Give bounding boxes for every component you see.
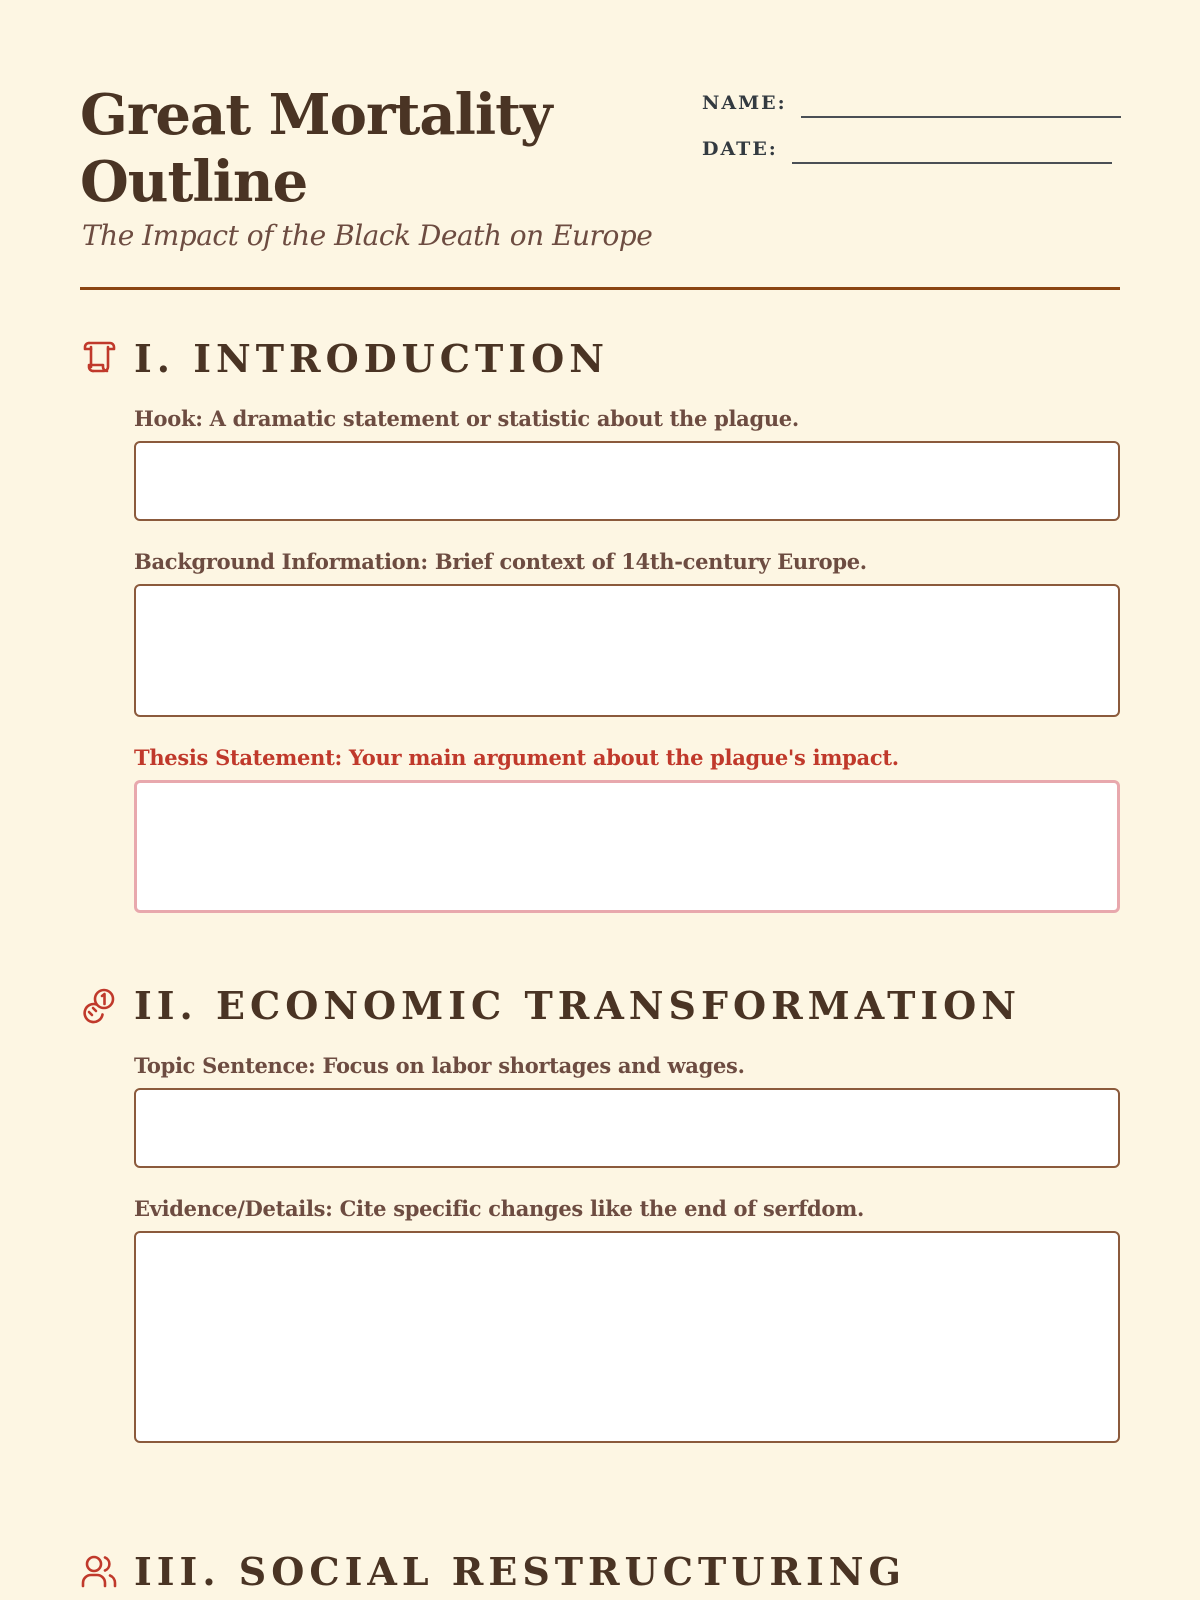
topic-sentence-field-group bbox=[134, 1053, 1120, 1168]
section-introduction bbox=[80, 333, 1120, 913]
topic-sentence-label: Topic Sentence: Focus on labor shortages and wages. bbox=[134, 1053, 745, 1078]
date-label: DATE: bbox=[702, 138, 778, 160]
hook-field-group bbox=[134, 406, 1120, 521]
page-subtitle: The Impact of the Black Death on Europe bbox=[82, 219, 653, 252]
page-title: Great Mortality Outline bbox=[80, 82, 552, 215]
coins-icon bbox=[80, 986, 118, 1024]
thesis-input[interactable] bbox=[134, 780, 1120, 913]
section-economic-transformation bbox=[80, 980, 1120, 1443]
section-header bbox=[80, 333, 1120, 383]
topic-sentence-input[interactable] bbox=[134, 1088, 1120, 1168]
thesis-field-group bbox=[134, 745, 1120, 913]
date-row bbox=[702, 130, 1122, 164]
section-title: I. INTRODUCTION bbox=[134, 335, 609, 381]
scroll-icon bbox=[80, 339, 118, 377]
thesis-label: Thesis Statement: Your main argument about the plague's impact. bbox=[134, 745, 899, 770]
background-input[interactable] bbox=[134, 584, 1120, 717]
background-field-group bbox=[134, 549, 1120, 717]
users-icon bbox=[80, 1552, 118, 1590]
background-label: Background Information: Brief context of 14th-century Europe. bbox=[134, 549, 867, 574]
section-header bbox=[80, 1546, 1120, 1596]
page-header bbox=[80, 0, 1120, 290]
date-field[interactable] bbox=[792, 136, 1112, 164]
outline-page bbox=[80, 0, 1120, 1594]
name-row bbox=[702, 84, 1122, 118]
header-divider bbox=[80, 287, 1120, 290]
hook-input[interactable] bbox=[134, 441, 1120, 521]
section-title: II. ECONOMIC TRANSFORMATION bbox=[134, 982, 1022, 1028]
hook-label: Hook: A dramatic statement or statistic about the plague. bbox=[134, 406, 799, 431]
name-field[interactable] bbox=[801, 90, 1121, 118]
evidence-input[interactable] bbox=[134, 1231, 1120, 1443]
student-info bbox=[702, 84, 1122, 176]
evidence-field-group bbox=[134, 1196, 1120, 1443]
section-social-restructuring bbox=[80, 1546, 1120, 1596]
section-header bbox=[80, 980, 1120, 1030]
evidence-label: Evidence/Details: Cite specific changes like the end of serfdom. bbox=[134, 1196, 865, 1221]
section-title: III. SOCIAL RESTRUCTURING bbox=[134, 1548, 906, 1594]
name-label: NAME: bbox=[702, 92, 787, 114]
